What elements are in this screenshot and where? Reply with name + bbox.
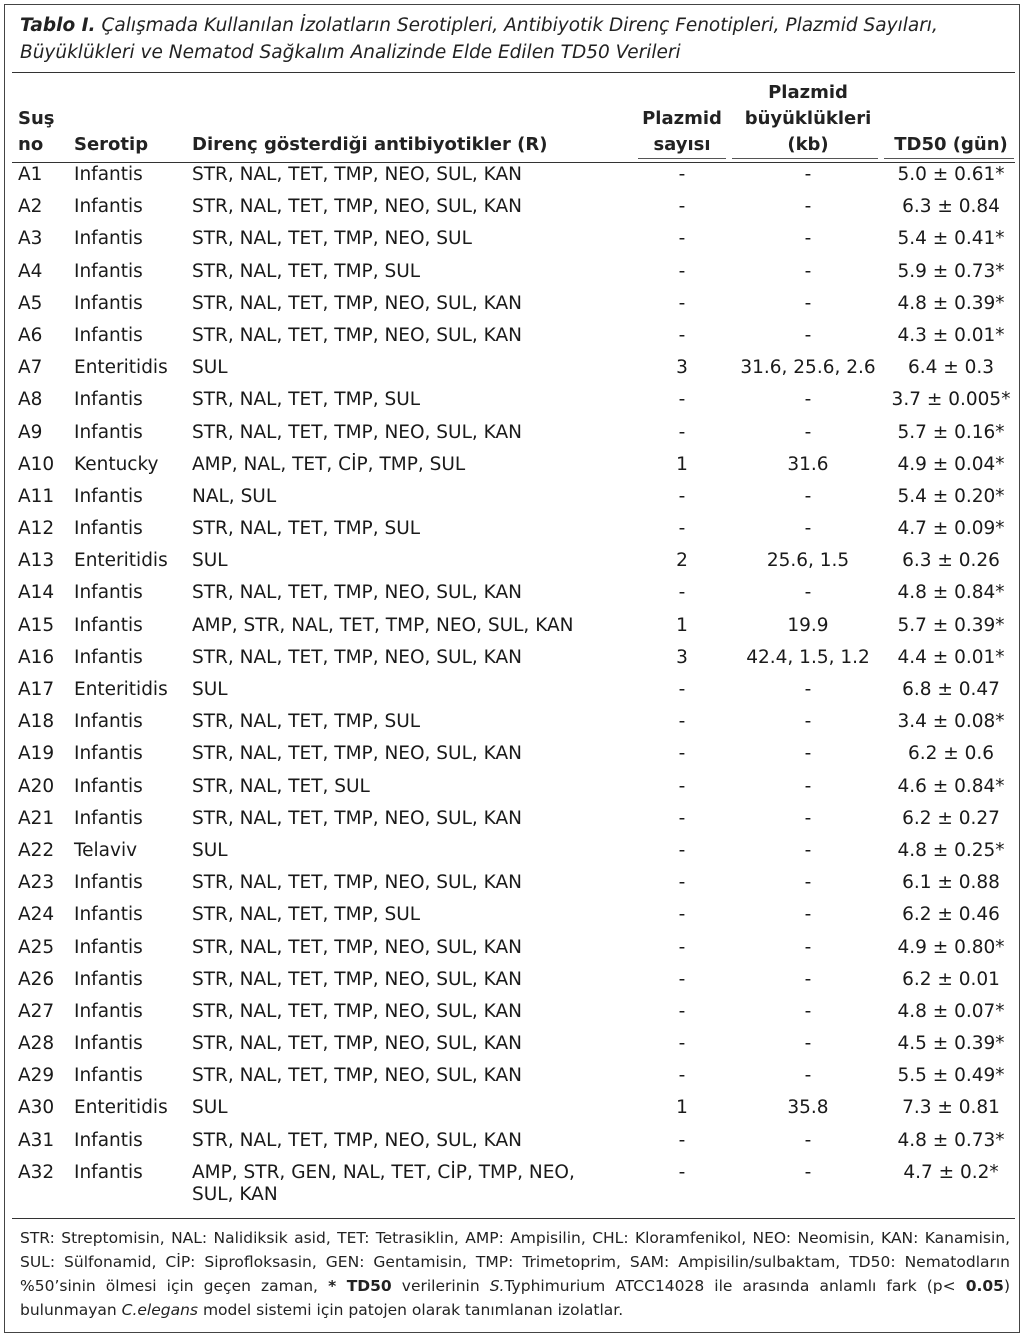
- cell-resistance: STR, NAL, TET, TMP, NEO, SUL, KAN: [192, 1129, 522, 1151]
- cell-serotype: Infantis: [74, 421, 143, 443]
- cell-td50: 5.9 ± 0.73*: [897, 260, 1005, 282]
- cell-plasmid-count: -: [678, 872, 686, 894]
- cell-resistance: STR, NAL, TET, TMP, NEO, SUL, KAN: [192, 164, 522, 185]
- cell-plasmid-size: -: [804, 711, 812, 733]
- cell-plasmid-size: 19.9: [787, 614, 829, 636]
- cell-plasmid-count: -: [678, 485, 686, 507]
- header-size-line2: büyüklükleri: [744, 108, 872, 129]
- cell-plasmid-size: -: [804, 260, 812, 282]
- table-row: [0, 323, 1028, 355]
- header-plasmid-size: [732, 80, 884, 158]
- cell-plasmid-size: -: [804, 1129, 812, 1151]
- cell-plasmid-count: -: [678, 936, 686, 958]
- cell-plasmid-size: -: [804, 1000, 812, 1022]
- cell-strain-no: A20: [18, 775, 55, 797]
- cell-resistance: STR, NAL, TET, TMP, NEO, SUL, KAN: [192, 196, 522, 218]
- table-caption: [20, 12, 1010, 66]
- top-rule: [12, 72, 1015, 73]
- cell-plasmid-count: -: [678, 775, 686, 797]
- fn-kan-def: : Kanamisin,: [913, 1229, 1011, 1247]
- fn-gen: GEN: [325, 1253, 360, 1271]
- cell-plasmid-count: 2: [676, 550, 688, 572]
- cell-td50: 5.7 ± 0.39*: [897, 614, 1005, 636]
- cell-plasmid-count: -: [678, 1033, 686, 1055]
- cell-plasmid-size: 31.6: [787, 453, 829, 475]
- cell-strain-no: A22: [18, 839, 55, 861]
- cell-strain-no: A15: [18, 614, 55, 636]
- cell-strain-no: A17: [18, 679, 55, 700]
- cell-resistance: STR, NAL, TET, TMP, NEO, SUL, KAN: [192, 872, 522, 894]
- cell-serotype: Infantis: [74, 582, 143, 604]
- cell-plasmid-size: -: [804, 839, 812, 861]
- cell-plasmid-count: 3: [676, 646, 688, 668]
- cell-resistance: SUL: [192, 357, 228, 379]
- fn-sam-def: : Ampisilin/sulbaktam,: [664, 1253, 850, 1271]
- cell-plasmid-size: 35.8: [787, 1097, 829, 1119]
- fn-species: S.: [489, 1277, 505, 1295]
- cell-serotype: Infantis: [74, 646, 143, 668]
- cell-strain-no: A4: [18, 260, 43, 282]
- cell-td50: 4.4 ± 0.01*: [897, 646, 1005, 668]
- cell-strain-no: A26: [18, 968, 55, 990]
- cell-plasmid-size: -: [804, 164, 812, 185]
- cell-plasmid-size: -: [804, 228, 812, 250]
- cell-td50: 6.3 ± 0.26: [902, 550, 1000, 572]
- table-row: [0, 259, 1028, 291]
- cell-serotype: Infantis: [74, 196, 143, 218]
- header-no-line2: no: [18, 134, 44, 155]
- cell-td50: 5.4 ± 0.41*: [897, 228, 1005, 250]
- cell-plasmid-size: -: [804, 904, 812, 926]
- table-row: [0, 677, 1028, 709]
- bottom-rule: [12, 1218, 1015, 1219]
- table-row: [0, 1063, 1028, 1095]
- cell-resistance: STR, NAL, TET, TMP, NEO, SUL, KAN: [192, 807, 522, 829]
- cell-serotype: Infantis: [74, 904, 143, 926]
- cell-serotype: Infantis: [74, 1000, 143, 1022]
- fn-star-3: Typhimurium ATCC14028 ile arasında anlamlı fark (p<: [504, 1277, 966, 1295]
- fn-tet: TET: [337, 1229, 365, 1247]
- cell-plasmid-size: -: [804, 679, 812, 700]
- header-plasmid-count: [634, 106, 730, 158]
- fn-nal: NAL: [171, 1229, 202, 1247]
- cell-plasmid-size: -: [804, 421, 812, 443]
- cell-serotype: Infantis: [74, 1065, 143, 1087]
- table-row: [0, 902, 1028, 934]
- cell-resistance: STR, NAL, TET, TMP, NEO, SUL, KAN: [192, 324, 522, 346]
- fn-amp: AMP: [465, 1229, 499, 1247]
- table-row: [0, 516, 1028, 548]
- cell-serotype: Infantis: [74, 968, 143, 990]
- cell-plasmid-count: -: [678, 260, 686, 282]
- table-row: [0, 194, 1028, 226]
- cell-plasmid-size: -: [804, 743, 812, 765]
- fn-star-5: model sistemi için patojen olarak tanımlanan izolatlar.: [198, 1301, 624, 1319]
- table-row: [0, 741, 1028, 773]
- cell-strain-no: A16: [18, 646, 55, 668]
- cell-strain-no: A30: [18, 1097, 55, 1119]
- table-body: [0, 162, 1028, 1212]
- cell-serotype: Infantis: [74, 872, 143, 894]
- header-size-line1: Plazmid: [768, 82, 848, 103]
- cell-plasmid-count: -: [678, 1000, 686, 1022]
- cell-serotype: Infantis: [74, 743, 143, 765]
- table-row: [0, 580, 1028, 612]
- table-row: [0, 870, 1028, 902]
- fn-chl: CHL: [592, 1229, 624, 1247]
- cell-resistance: SUL: [192, 839, 228, 861]
- table-row: [0, 355, 1028, 387]
- cell-resistance: STR, NAL, TET, TMP, NEO, SUL, KAN: [192, 1033, 522, 1055]
- cell-plasmid-count: -: [678, 711, 686, 733]
- cell-resistance: STR, NAL, TET, TMP, SUL: [192, 904, 421, 926]
- cell-serotype: Enteritidis: [74, 1097, 168, 1119]
- cell-td50: 4.7 ± 0.2*: [903, 1161, 999, 1183]
- cell-strain-no: A31: [18, 1129, 55, 1151]
- cell-td50: 5.5 ± 0.49*: [897, 1065, 1005, 1087]
- table-row: [0, 935, 1028, 967]
- fn-td50: TD50: [849, 1253, 891, 1271]
- cell-plasmid-size: -: [804, 196, 812, 218]
- cell-plasmid-size: -: [804, 872, 812, 894]
- table-row: [0, 967, 1028, 999]
- cell-plasmid-size: -: [804, 968, 812, 990]
- cell-plasmid-count: 1: [676, 453, 688, 475]
- cell-td50: 6.2 ± 0.01: [902, 968, 1000, 990]
- cell-plasmid-count: -: [678, 1161, 686, 1183]
- cell-strain-no: A7: [18, 357, 43, 379]
- cell-plasmid-count: -: [678, 292, 686, 314]
- cell-td50: 4.8 ± 0.39*: [897, 292, 1005, 314]
- header-underline-count: [638, 158, 726, 159]
- cell-strain-no: A18: [18, 711, 55, 733]
- cell-resistance: STR, NAL, TET, TMP, SUL: [192, 518, 421, 540]
- cell-plasmid-size: -: [804, 1033, 812, 1055]
- header-size-line3: (kb): [787, 134, 829, 155]
- table-row: [0, 1128, 1028, 1160]
- cell-strain-no: A32: [18, 1161, 55, 1183]
- cell-serotype: Infantis: [74, 614, 143, 636]
- fn-star-2: verilerinin: [391, 1277, 490, 1295]
- header-underline-size: [732, 158, 878, 159]
- cell-plasmid-size: 42.4, 1.5, 1.2: [746, 646, 870, 668]
- table-row: [0, 774, 1028, 806]
- cell-resistance: AMP, NAL, TET, CİP, TMP, SUL: [192, 453, 466, 475]
- cell-plasmid-count: -: [678, 743, 686, 765]
- cell-strain-no: A10: [18, 453, 55, 475]
- fn-amp-def: : Ampisilin,: [498, 1229, 593, 1247]
- cell-resistance: STR, NAL, TET, SUL: [192, 775, 370, 797]
- header-resistance: Direnç gösterdiği antibiyotikler (R): [192, 134, 548, 155]
- cell-td50: 4.5 ± 0.39*: [897, 1033, 1005, 1055]
- table-row: [0, 613, 1028, 645]
- cell-resistance: SUL: [192, 679, 228, 700]
- cell-plasmid-size: -: [804, 324, 812, 346]
- cell-strain-no: A14: [18, 582, 55, 604]
- cell-strain-no: A8: [18, 389, 43, 411]
- cell-serotype: Infantis: [74, 292, 143, 314]
- fn-star-4: ) bulunmayan: [20, 1277, 1010, 1319]
- cell-plasmid-size: -: [804, 1161, 812, 1183]
- cell-resistance: STR, NAL, TET, TMP, NEO, SUL, KAN: [192, 292, 522, 314]
- table-row: [0, 709, 1028, 741]
- cell-plasmid-count: -: [678, 421, 686, 443]
- cell-td50: 5.0 ± 0.61*: [897, 164, 1005, 185]
- cell-resistance: NAL, SUL: [192, 485, 277, 507]
- cell-plasmid-size: -: [804, 807, 812, 829]
- cell-td50: 5.7 ± 0.16*: [897, 421, 1005, 443]
- table-row: [0, 291, 1028, 323]
- fn-cip-def: : Siprofloksasin,: [190, 1253, 326, 1271]
- table-row: [0, 806, 1028, 838]
- cell-serotype: Infantis: [74, 807, 143, 829]
- fn-nal-def: : Nalidiksik asid,: [201, 1229, 338, 1247]
- cell-resistance: STR, NAL, TET, TMP, SUL: [192, 389, 421, 411]
- table-row: [0, 162, 1028, 194]
- fn-neo-def: : Neomisin,: [785, 1229, 882, 1247]
- cell-plasmid-size: -: [804, 518, 812, 540]
- cell-plasmid-count: -: [678, 228, 686, 250]
- cell-td50: 6.8 ± 0.47: [902, 679, 1000, 700]
- cell-resistance: STR, NAL, TET, TMP, NEO, SUL: [192, 228, 472, 250]
- cell-serotype: Infantis: [74, 518, 143, 540]
- cell-td50: 6.1 ± 0.88: [902, 872, 1000, 894]
- cell-resistance: SUL: [192, 1097, 228, 1119]
- cell-td50: 7.3 ± 0.81: [902, 1097, 1000, 1119]
- cell-strain-no: A11: [18, 485, 55, 507]
- cell-td50: 6.2 ± 0.6: [907, 743, 995, 765]
- cell-plasmid-count: 1: [676, 614, 688, 636]
- fn-str: STR: [20, 1229, 50, 1247]
- cell-resistance: STR, NAL, TET, TMP, NEO, SUL, KAN: [192, 743, 522, 765]
- cell-serotype: Infantis: [74, 324, 143, 346]
- table-row: [0, 645, 1028, 677]
- cell-td50: 3.4 ± 0.08*: [897, 711, 1005, 733]
- cell-plasmid-size: -: [804, 775, 812, 797]
- cell-plasmid-count: -: [678, 389, 686, 411]
- table-row: [0, 1031, 1028, 1063]
- header-no-line1: Suş: [18, 108, 55, 129]
- cell-plasmid-count: -: [678, 968, 686, 990]
- cell-strain-no: A25: [18, 936, 55, 958]
- cell-strain-no: A6: [18, 324, 43, 346]
- cell-serotype: Kentucky: [74, 453, 159, 475]
- cell-plasmid-size: -: [804, 292, 812, 314]
- cell-resistance: STR, NAL, TET, TMP, NEO, SUL, KAN: [192, 936, 522, 958]
- cell-serotype: Infantis: [74, 1129, 143, 1151]
- cell-plasmid-size: 31.6, 25.6, 2.6: [740, 357, 876, 379]
- cell-plasmid-count: -: [678, 904, 686, 926]
- table-row: [0, 387, 1028, 419]
- cell-td50: 6.2 ± 0.46: [902, 904, 1000, 926]
- cell-serotype: Infantis: [74, 228, 143, 250]
- fn-str-def: : Streptomisin,: [49, 1229, 172, 1247]
- cell-strain-no: A27: [18, 1000, 55, 1022]
- cell-strain-no: A5: [18, 292, 43, 314]
- cell-plasmid-count: -: [678, 196, 686, 218]
- cell-serotype: Infantis: [74, 1033, 143, 1055]
- cell-strain-no: A24: [18, 904, 55, 926]
- table-row: [0, 226, 1028, 258]
- table-footnote: [20, 1226, 1010, 1322]
- cell-strain-no: A29: [18, 1065, 55, 1087]
- caption-text: Çalışmada Kullanılan İzolatların Serotipleri, Antibiyotik Direnç Fenotipleri, Plazmid Sayıları, Büyüklükleri ve Nematod Sağkalım Analizinde Elde Edilen TD50 Verileri: [20, 15, 938, 63]
- cell-plasmid-count: -: [678, 807, 686, 829]
- cell-strain-no: A2: [18, 196, 43, 218]
- fn-cip: CİP: [165, 1253, 191, 1271]
- cell-td50: 3.7 ± 0.005*: [891, 389, 1011, 411]
- cell-td50: 6.2 ± 0.27: [902, 807, 1000, 829]
- cell-plasmid-count: -: [678, 324, 686, 346]
- header-count-line2: sayısı: [653, 134, 711, 155]
- cell-td50: 4.7 ± 0.09*: [897, 518, 1005, 540]
- cell-resistance: STR, NAL, TET, TMP, NEO, SUL, KAN: [192, 582, 522, 604]
- cell-resistance: SUL: [192, 550, 228, 572]
- fn-neo: NEO: [752, 1229, 786, 1247]
- cell-serotype: Infantis: [74, 711, 143, 733]
- cell-plasmid-count: -: [678, 839, 686, 861]
- cell-resistance: AMP, STR, GEN, NAL, TET, CİP, TMP, NEO, SUL, KAN: [192, 1161, 575, 1205]
- fn-tmp: TMP: [475, 1253, 509, 1271]
- cell-resistance: STR, NAL, TET, TMP, SUL: [192, 260, 421, 282]
- fn-sam: SAM: [629, 1253, 665, 1271]
- cell-strain-no: A9: [18, 421, 43, 443]
- cell-strain-no: A19: [18, 743, 55, 765]
- cell-resistance: STR, NAL, TET, TMP, SUL: [192, 711, 421, 733]
- cell-td50: 4.8 ± 0.25*: [897, 839, 1005, 861]
- fn-tmp-def: : Trimetoprim,: [508, 1253, 630, 1271]
- cell-strain-no: A3: [18, 228, 43, 250]
- cell-serotype: Infantis: [74, 485, 143, 507]
- cell-plasmid-count: 1: [676, 1097, 688, 1119]
- cell-td50: 4.9 ± 0.04*: [897, 453, 1005, 475]
- header-td50: TD50 (gün): [894, 134, 1008, 155]
- cell-td50: 4.3 ± 0.01*: [897, 324, 1005, 346]
- cell-plasmid-size: -: [804, 485, 812, 507]
- table-row: [0, 999, 1028, 1031]
- fn-kan: KAN: [881, 1229, 914, 1247]
- cell-resistance: STR, NAL, TET, TMP, NEO, SUL, KAN: [192, 968, 522, 990]
- header-count-line1: Plazmid: [642, 108, 722, 129]
- table-row: [0, 838, 1028, 870]
- cell-plasmid-count: 3: [676, 357, 688, 379]
- cell-td50: 6.3 ± 0.84: [902, 196, 1000, 218]
- fn-sul: SUL: [20, 1253, 50, 1271]
- cell-td50: 4.9 ± 0.80*: [897, 936, 1005, 958]
- cell-serotype: Infantis: [74, 936, 143, 958]
- caption-lead: Tablo I.: [20, 15, 96, 36]
- cell-serotype: Infantis: [74, 260, 143, 282]
- cell-td50: 6.4 ± 0.3: [907, 357, 995, 379]
- fn-sul-def: : Sülfonamid,: [49, 1253, 166, 1271]
- cell-plasmid-count: -: [678, 164, 686, 185]
- cell-plasmid-size: 25.6, 1.5: [766, 550, 850, 572]
- cell-plasmid-size: -: [804, 389, 812, 411]
- cell-td50: 4.6 ± 0.84*: [897, 775, 1005, 797]
- fn-star: * TD50: [328, 1277, 392, 1295]
- cell-plasmid-count: -: [678, 1129, 686, 1151]
- fn-tet-def: : Tetrasiklin,: [364, 1229, 466, 1247]
- fn-gen-def: : Gentamisin,: [359, 1253, 476, 1271]
- cell-plasmid-count: -: [678, 679, 686, 700]
- table-row: [0, 452, 1028, 484]
- cell-resistance: AMP, STR, NAL, TET, TMP, NEO, SUL, KAN: [192, 614, 574, 636]
- header-underline-td50: [884, 158, 1014, 159]
- cell-plasmid-size: -: [804, 936, 812, 958]
- cell-resistance: STR, NAL, TET, TMP, NEO, SUL, KAN: [192, 421, 522, 443]
- cell-td50: 4.8 ± 0.07*: [897, 1000, 1005, 1022]
- cell-resistance: STR, NAL, TET, TMP, NEO, SUL, KAN: [192, 1000, 522, 1022]
- cell-plasmid-count: -: [678, 518, 686, 540]
- cell-resistance: STR, NAL, TET, TMP, NEO, SUL, KAN: [192, 646, 522, 668]
- cell-td50: 5.4 ± 0.20*: [897, 485, 1005, 507]
- cell-plasmid-size: -: [804, 1065, 812, 1087]
- cell-strain-no: A12: [18, 518, 55, 540]
- table-row: [0, 1095, 1028, 1127]
- cell-strain-no: A28: [18, 1033, 55, 1055]
- cell-resistance: STR, NAL, TET, TMP, NEO, SUL, KAN: [192, 1065, 522, 1087]
- cell-plasmid-count: -: [678, 582, 686, 604]
- cell-strain-no: A23: [18, 872, 55, 894]
- cell-td50: 4.8 ± 0.84*: [897, 582, 1005, 604]
- table-row: [0, 420, 1028, 452]
- fn-chl-def: : Kloramfenikol,: [623, 1229, 753, 1247]
- cell-serotype: Enteritidis: [74, 679, 168, 700]
- cell-plasmid-count: -: [678, 1065, 686, 1087]
- cell-serotype: Infantis: [74, 1161, 143, 1183]
- table-row: [0, 548, 1028, 580]
- fn-pvalue: 0.05: [965, 1277, 1004, 1295]
- cell-strain-no: A1: [18, 164, 43, 185]
- cell-serotype: Infantis: [74, 775, 143, 797]
- header-no: [18, 106, 55, 158]
- header-serotype: Serotip: [74, 134, 149, 155]
- cell-serotype: Enteritidis: [74, 550, 168, 572]
- table-row: [0, 1160, 1028, 1212]
- cell-plasmid-size: -: [804, 582, 812, 604]
- table-row: [0, 484, 1028, 516]
- cell-strain-no: A13: [18, 550, 55, 572]
- cell-serotype: Infantis: [74, 164, 143, 185]
- cell-td50: 4.8 ± 0.73*: [897, 1129, 1005, 1151]
- cell-serotype: Telaviv: [74, 839, 138, 861]
- fn-td50-def: : Nematodların %50’sinin ölmesi için geçen zaman,: [20, 1253, 1011, 1295]
- cell-strain-no: A21: [18, 807, 55, 829]
- cell-serotype: Infantis: [74, 389, 143, 411]
- cell-serotype: Enteritidis: [74, 357, 168, 379]
- fn-celegans: C.elegans: [121, 1301, 199, 1319]
